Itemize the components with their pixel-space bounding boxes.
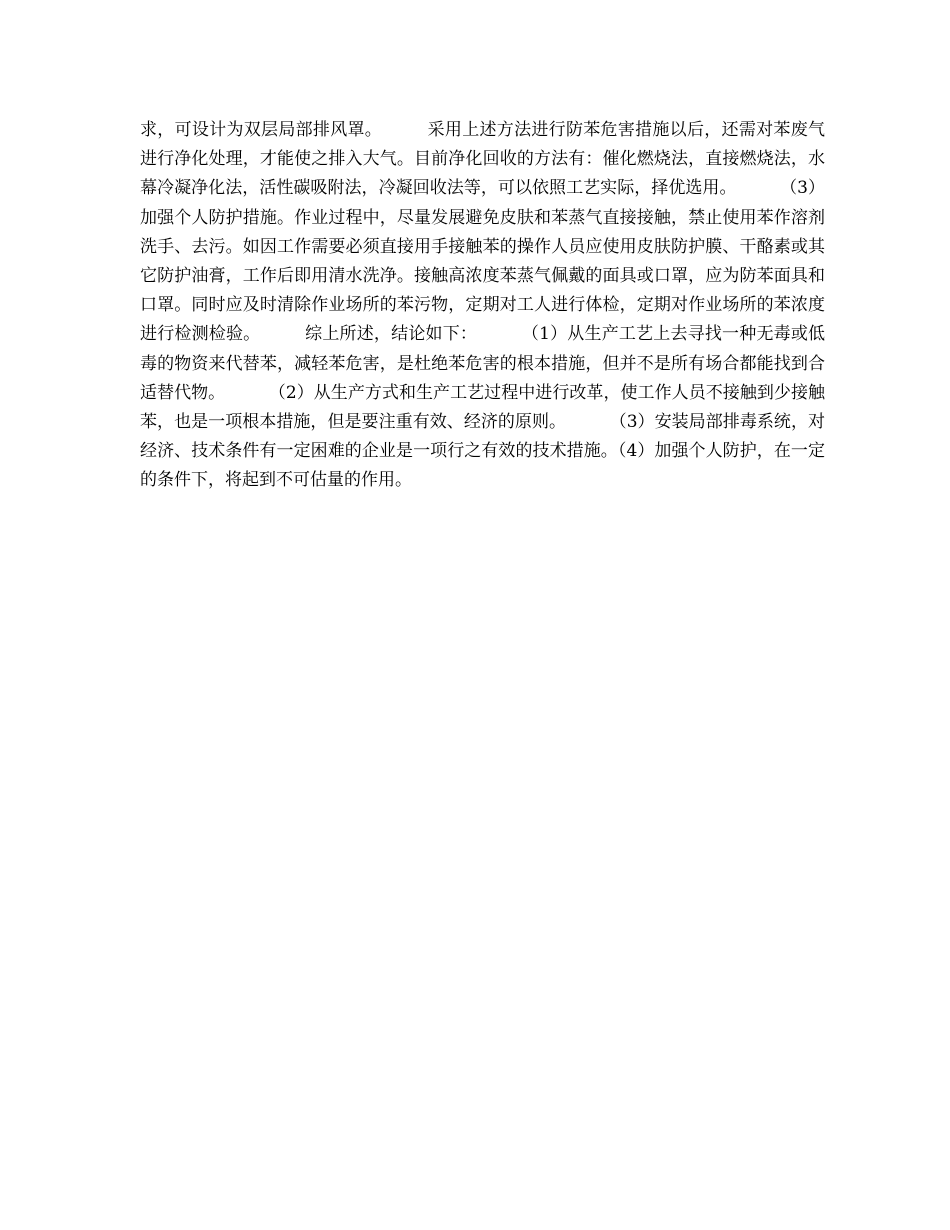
text-segment-3: （3）加强个人防护措施。作业过程中，尽量发展避免皮肤和苯蒸气直接接触，禁止使用苯作溶剂洗手、去污。如因工作需要必须直接用手接触苯的操作人员应使用皮肤防护膜、干酪素或其它防护油膏，工作后即用清水洗净。接触高浓度苯蒸气佩戴的面具或口罩，应为防苯面具和口罩。同时应及时清除作业场所的苯污物，定期对工人进行体检，定期对作业场所的苯浓度进行检测检验。 (140, 178, 825, 345)
text-segment-1: 求，可设计为双层局部排风罩。 (140, 120, 383, 140)
text-segment-7: （3）安装局部排毒系统，对经济、技术条件有一定困难的企业是一项行之有效的技术措施。 (140, 412, 825, 462)
text-segment-8: （4）加强个人防护，在一定的条件下，将起到不可估量的作用。 (140, 441, 825, 491)
segment-gap (477, 324, 522, 344)
segment-gap (260, 324, 305, 344)
text-segment-2: 采用上述方法进行防苯危害措施以后，还需对苯废气进行净化处理，才能使之排入大气。目前净化回收的方法有：催化燃烧法，直接燃烧法，水幕冷凝净化法，活性碳吸附法，冷凝回收法等，可以依照工艺实际，择优选用。 (140, 120, 826, 199)
segment-gap (382, 120, 428, 140)
segment-gap (566, 412, 610, 432)
text-segment-6: （2）从生产方式和生产工艺过程中进行改革，使工作人员不接触到少接触苯，也是一项根本措施，但是要注重有效、经济的原则。 (140, 382, 825, 433)
body-paragraph (140, 116, 825, 496)
text-segment-5: （1）从生产工艺上去寻找一种无毒或低毒的物资来代替苯，减轻苯危害，是杜绝苯危害的根本措施，但并不是所有场合都能找到合适替代物。 (140, 324, 826, 403)
segment-gap (737, 178, 781, 198)
text-segment-4: 综上所述，结论如下： (305, 324, 478, 345)
segment-gap (225, 383, 269, 403)
